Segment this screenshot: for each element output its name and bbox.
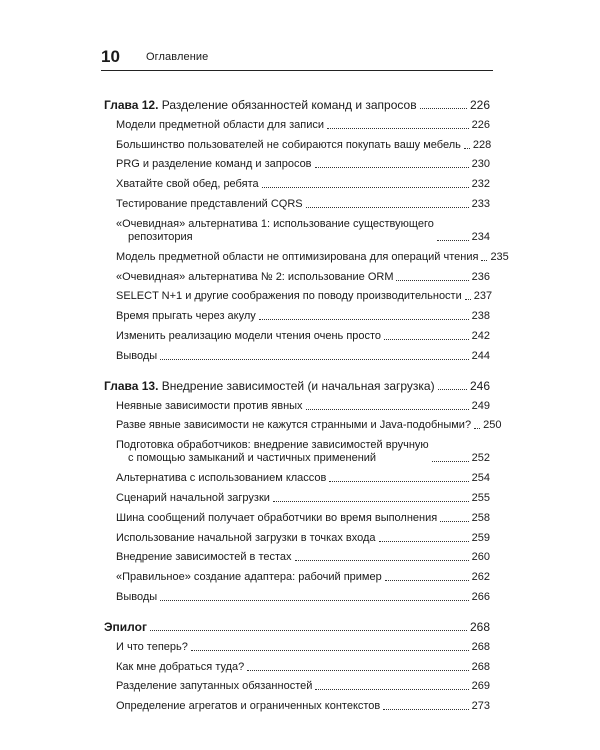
toc-entry-text: Как мне добраться туда? xyxy=(116,660,245,673)
chapter-prefix: Глава 13. xyxy=(104,378,159,393)
dot-leader xyxy=(383,709,468,710)
toc-entry[interactable] xyxy=(104,303,490,323)
toc-entry-label xyxy=(116,472,326,485)
toc-entry-page-number: 235 xyxy=(490,250,509,263)
toc-entry-page-number: 237 xyxy=(473,290,493,303)
toc-chapter xyxy=(104,374,502,604)
toc-entry-page-number: 228 xyxy=(472,138,492,151)
toc-entry-label xyxy=(116,419,471,432)
toc-entry[interactable] xyxy=(104,505,490,525)
toc-entry[interactable] xyxy=(104,171,490,191)
toc-entry-page-number: 266 xyxy=(471,590,490,603)
toc-entry-text: Большинство пользователей не собираются покупать вашу мебель xyxy=(116,138,461,151)
toc-chapter xyxy=(104,615,490,713)
toc-entry-page-number: 226 xyxy=(471,118,490,131)
toc-entry-label xyxy=(116,492,270,505)
toc-chapter xyxy=(104,93,509,363)
toc-entry-text: Сценарий начальной загрузки xyxy=(116,491,270,504)
toc-chapter-heading[interactable] xyxy=(104,93,490,112)
toc-entry[interactable] xyxy=(104,485,490,505)
toc-entry-label xyxy=(116,290,462,303)
toc-entry-label xyxy=(116,680,312,693)
toc-entry-label xyxy=(116,591,157,604)
toc-entry[interactable] xyxy=(104,264,490,284)
chapter-title xyxy=(104,98,417,112)
toc-entry-page-number: 233 xyxy=(471,197,490,210)
toc-entry-page-number: 238 xyxy=(471,310,490,323)
dot-leader xyxy=(440,521,468,522)
toc-entry-label xyxy=(116,330,381,343)
toc-entry-label xyxy=(116,512,437,525)
toc-entry-page-number: 230 xyxy=(471,158,490,171)
chapter-title-text: Разделение обязанностей команд и запросов xyxy=(158,98,417,112)
chapter-title-text: Внедрение зависимостей (и начальная загрузка) xyxy=(158,378,435,393)
chapter-page-number: 268 xyxy=(469,619,490,634)
dot-leader xyxy=(420,108,467,109)
dot-leader xyxy=(327,128,469,129)
dot-leader xyxy=(160,600,468,601)
dot-leader xyxy=(306,207,469,208)
dot-leader xyxy=(295,560,469,561)
toc-entry-label xyxy=(116,700,380,713)
toc-entry-label xyxy=(116,439,429,465)
page-number: 10 xyxy=(101,47,120,66)
toc-entry-page-number: 232 xyxy=(471,178,490,191)
dot-leader xyxy=(384,339,469,340)
toc-entry-label xyxy=(116,251,478,264)
toc-entry[interactable] xyxy=(104,674,490,694)
toc-chapter-heading[interactable] xyxy=(104,615,490,634)
toc-entry[interactable] xyxy=(104,413,502,433)
toc-entry-label xyxy=(116,532,376,545)
toc-entry[interactable] xyxy=(104,654,490,674)
toc-entry[interactable] xyxy=(104,432,490,465)
dot-leader xyxy=(273,501,469,502)
toc-entry-label xyxy=(116,119,324,132)
toc-entry[interactable] xyxy=(104,132,490,152)
toc-entry-page-number: 255 xyxy=(471,491,490,504)
toc-entry-label xyxy=(116,350,157,363)
chapter-prefix: Эпилог xyxy=(104,619,147,634)
toc-entry-page-number: 250 xyxy=(483,419,502,432)
page-header xyxy=(101,45,493,71)
toc-entry-text: Тестирование представлений CQRS xyxy=(116,197,303,210)
dot-leader xyxy=(464,148,470,149)
toc-entry-text: SELECT N+1 и другие соображения по поводу производительности xyxy=(116,290,462,303)
toc-entry[interactable] xyxy=(104,584,490,604)
chapter-page-number: 226 xyxy=(469,98,490,112)
toc-entry-page-number: 252 xyxy=(471,452,490,465)
toc-entry-text: Выводы xyxy=(116,349,158,362)
toc-entry-label xyxy=(116,271,393,284)
toc-entry-text: Изменить реализацию модели чтения очень просто xyxy=(116,329,382,342)
dot-leader xyxy=(306,409,469,410)
toc-entry[interactable] xyxy=(104,284,493,304)
toc-entry-page-number: 236 xyxy=(471,270,490,283)
toc-entry-label xyxy=(116,139,461,152)
toc-entry-text: И что теперь? xyxy=(116,640,188,653)
toc-entry-page-number: 268 xyxy=(471,660,490,673)
dot-leader xyxy=(329,481,468,482)
toc-entry-page-number: 244 xyxy=(471,349,490,362)
toc-entry[interactable] xyxy=(104,465,490,485)
toc-entry-page-number: 260 xyxy=(471,551,490,564)
dot-leader xyxy=(259,319,469,320)
toc-entry[interactable] xyxy=(104,211,490,244)
toc-entry[interactable] xyxy=(104,244,509,264)
toc-entry-text: Модель предметной области не оптимизирована для операций чтения xyxy=(116,250,479,263)
dot-leader xyxy=(150,630,467,631)
toc-entry-text: Время прыгать через акулу xyxy=(116,310,256,323)
toc-entry-text: Модели предметной области для записи xyxy=(116,118,325,131)
dot-leader xyxy=(160,359,468,360)
toc-entry[interactable] xyxy=(104,564,490,584)
toc-entry-page-number: 258 xyxy=(471,511,490,524)
dot-leader xyxy=(437,240,469,241)
dot-leader xyxy=(465,299,471,300)
dot-leader xyxy=(438,389,467,390)
toc-entry-text: Разделение запутанных обязанностей xyxy=(116,680,313,693)
toc-entry-label xyxy=(116,661,244,674)
toc-entry-label xyxy=(116,400,303,413)
toc-entry[interactable] xyxy=(104,152,490,172)
running-title: Оглавление xyxy=(146,51,209,63)
dot-leader xyxy=(379,541,469,542)
toc-entry[interactable] xyxy=(104,112,490,132)
toc-entry[interactable] xyxy=(104,693,490,713)
toc-entry-text: «Очевидная» альтернатива 1: использование существующего xyxy=(116,217,434,230)
chapter-prefix: Глава 12. xyxy=(104,98,159,112)
toc-entry-page-number: 269 xyxy=(471,680,490,693)
toc-entry-label xyxy=(116,310,256,323)
toc-entry-text: PRG и разделение команд и запросов xyxy=(116,158,312,171)
toc-entry-label xyxy=(116,158,312,171)
toc-entry[interactable] xyxy=(104,545,490,565)
chapter-title xyxy=(104,379,435,393)
dot-leader xyxy=(481,260,487,261)
toc-entry-text: Неявные зависимости против явных xyxy=(116,399,303,412)
toc-entry-label xyxy=(116,218,434,244)
dot-leader xyxy=(262,187,469,188)
dot-leader xyxy=(385,580,469,581)
toc-entry-label xyxy=(116,551,292,564)
toc-entry-text: Хватайте свой обед, ребята xyxy=(116,178,259,191)
toc-entry-text: Использование начальной загрузки в точках входа xyxy=(116,531,376,544)
dot-leader xyxy=(315,689,468,690)
toc-entry-page-number: 242 xyxy=(471,329,490,342)
toc-entry-page-number: 268 xyxy=(471,640,490,653)
toc-entry-page-number: 249 xyxy=(471,399,490,412)
toc-entry[interactable] xyxy=(104,343,490,363)
chapter-page-number: 246 xyxy=(469,378,490,393)
toc-entry-page-number: 234 xyxy=(471,230,490,243)
toc-entry-text: «Очевидная» альтернатива № 2: использование ORM xyxy=(116,270,394,283)
toc-entry-page-number: 273 xyxy=(471,700,490,713)
dot-leader xyxy=(432,461,469,462)
chapter-title xyxy=(104,620,147,634)
toc-chapter-heading[interactable] xyxy=(104,374,490,393)
toc-entry-text: Внедрение зависимостей в тестах xyxy=(116,551,292,564)
toc-entry-text: Выводы xyxy=(116,590,158,603)
toc-entry-text: Шина сообщений получает обработчики во время выполнения xyxy=(116,511,438,524)
toc-entry[interactable] xyxy=(104,525,490,545)
toc-entry-text-continued: с помощью замыканий и частичных применений xyxy=(128,452,377,465)
toc-entry-text: Разве явные зависимости не кажутся странными и Java-подобными? xyxy=(116,419,472,432)
toc-entry-text: Подготовка обработчиков: внедрение зависимостей вручную xyxy=(116,439,429,452)
toc-entry-text: «Правильное» создание адаптера: рабочий пример xyxy=(116,571,382,584)
toc-entry-label xyxy=(116,641,188,654)
toc-entry-page-number: 262 xyxy=(471,571,490,584)
dot-leader xyxy=(315,167,469,168)
toc-entry-page-number: 259 xyxy=(471,531,490,544)
toc-entry-text-continued: репозитория xyxy=(128,230,193,243)
toc-entry-label xyxy=(116,178,259,191)
toc-entry[interactable] xyxy=(104,393,490,413)
dot-leader xyxy=(191,650,469,651)
table-of-contents xyxy=(104,93,509,724)
dot-leader xyxy=(247,670,468,671)
toc-entry[interactable] xyxy=(104,634,490,654)
toc-entry-text: Определение агрегатов и ограниченных контекстов xyxy=(116,700,381,713)
dot-leader xyxy=(396,280,468,281)
toc-entry-page-number: 254 xyxy=(471,472,490,485)
toc-entry-label xyxy=(116,571,382,584)
dot-leader xyxy=(474,428,480,429)
toc-entry[interactable] xyxy=(104,323,490,343)
toc-entry[interactable] xyxy=(104,191,490,211)
toc-entry-label xyxy=(116,198,303,211)
toc-entry-text: Альтернатива с использованием классов xyxy=(116,472,327,485)
